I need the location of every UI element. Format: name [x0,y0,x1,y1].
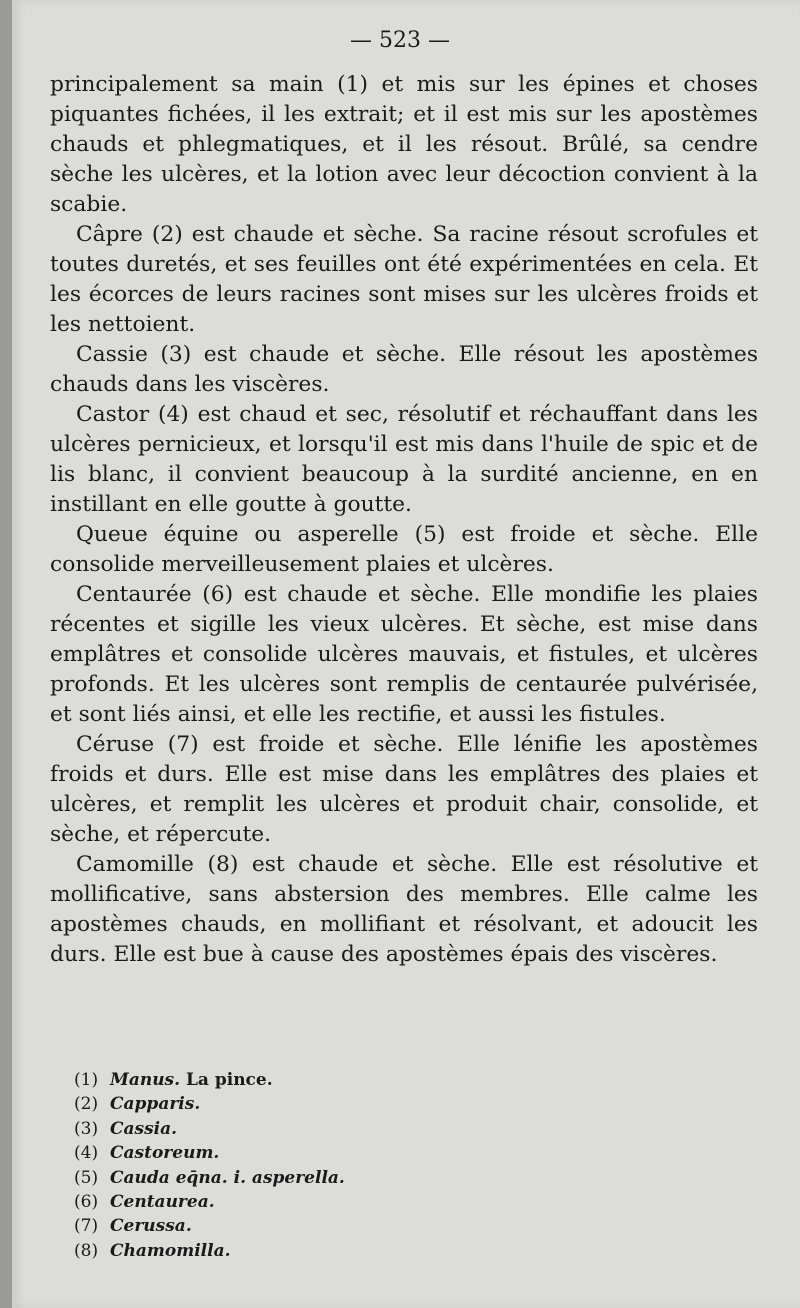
paragraph: principalement sa main (1) et mis sur les épines et choses piquantes fichées, il les extrait; et il est mis sur les apostèmes chauds et phlegmatiques, et il les résout. Brûlé, sa cendre sèche les ulcères, et la lotion avec leur décoction convient à la scabie. [50,72,758,217]
paragraph: Cassie (3) est chaude et sèche. Elle résout les apostèmes chauds dans les viscères. [50,342,758,397]
footnote-text: Chamomilla. [110,1240,231,1261]
footnote-number: (5) [74,1167,99,1188]
footnote [74,1141,574,1165]
footnote-number: (6) [74,1192,99,1213]
footnote [74,1214,574,1238]
footnote-text: Cassia. [110,1118,178,1139]
footnote-text: Cerussa. [110,1216,192,1237]
footnote-number: (8) [74,1240,99,1261]
footnote-text: Cauda eq̄na. i. asperella. [110,1167,345,1188]
paragraph: Câpre (2) est chaude et sèche. Sa racine résout scrofules et toutes duretés, et ses feuilles ont été expérimentées en cela. Et les écorces de leurs racines sont mises sur les ulcères froids et les nettoient. [50,222,758,337]
paragraph: Camomille (8) est chaude et sèche. Elle est résolutive et mollificative, sans abstersion des membres. Elle calme les apostèmes chauds, en mollifiant et résolvant, et adoucit les durs. Elle est bue à cause des apostèmes épais des viscères. [50,852,758,967]
paragraph: Queue équine ou asperelle (5) est froide et sèche. Elle consolide merveilleusement plaies et ulcères. [50,522,758,577]
footnote [74,1239,574,1263]
footnote [74,1190,574,1214]
footnote-number: (7) [74,1216,99,1237]
footnotes [74,1068,574,1263]
footnote-number: (3) [74,1118,99,1139]
footnote [74,1166,574,1190]
footnote-text: Capparis. [110,1094,201,1115]
footnote-text: Centaurea. [110,1192,215,1213]
footnote-text: Castoreum. [110,1143,220,1164]
footnote [74,1092,574,1116]
footnote [74,1068,574,1092]
page-number: — 523 — [350,28,450,53]
footnote-text: Manus. La pince. [110,1070,273,1090]
footnote-number: (2) [74,1094,99,1115]
paragraph: Castor (4) est chaud et sec, résolutif et réchauffant dans les ulcères pernicieux, et lorsqu'il est mis dans l'huile de spic et de lis blanc, il convient beaucoup à la surdité ancienne, en en instillant en elle goutte à goutte. [50,402,758,517]
footnote-number: (4) [74,1143,99,1164]
paragraph: Céruse (7) est froide et sèche. Elle lénifie les apostèmes froids et durs. Elle est mise dans les emplâtres des plaies et ulcères, et remplit les ulcères et produit chair, consolide, et sèche, et répercute. [50,732,758,847]
body-text [50,70,758,970]
footnote [74,1117,574,1141]
paragraph: Centaurée (6) est chaude et sèche. Elle mondifie les plaies récentes et sigille les vieux ulcères. Et sèche, est mise dans emplâtres et consolide ulcères mauvais, et fistules, et ulcères profonds. Et les ulcères sont remplis de centaurée pulvérisée, et sont liés ainsi, et elle les rectifie, et aussi les fistules. [50,582,758,727]
footnote-number: (1) [74,1070,99,1090]
